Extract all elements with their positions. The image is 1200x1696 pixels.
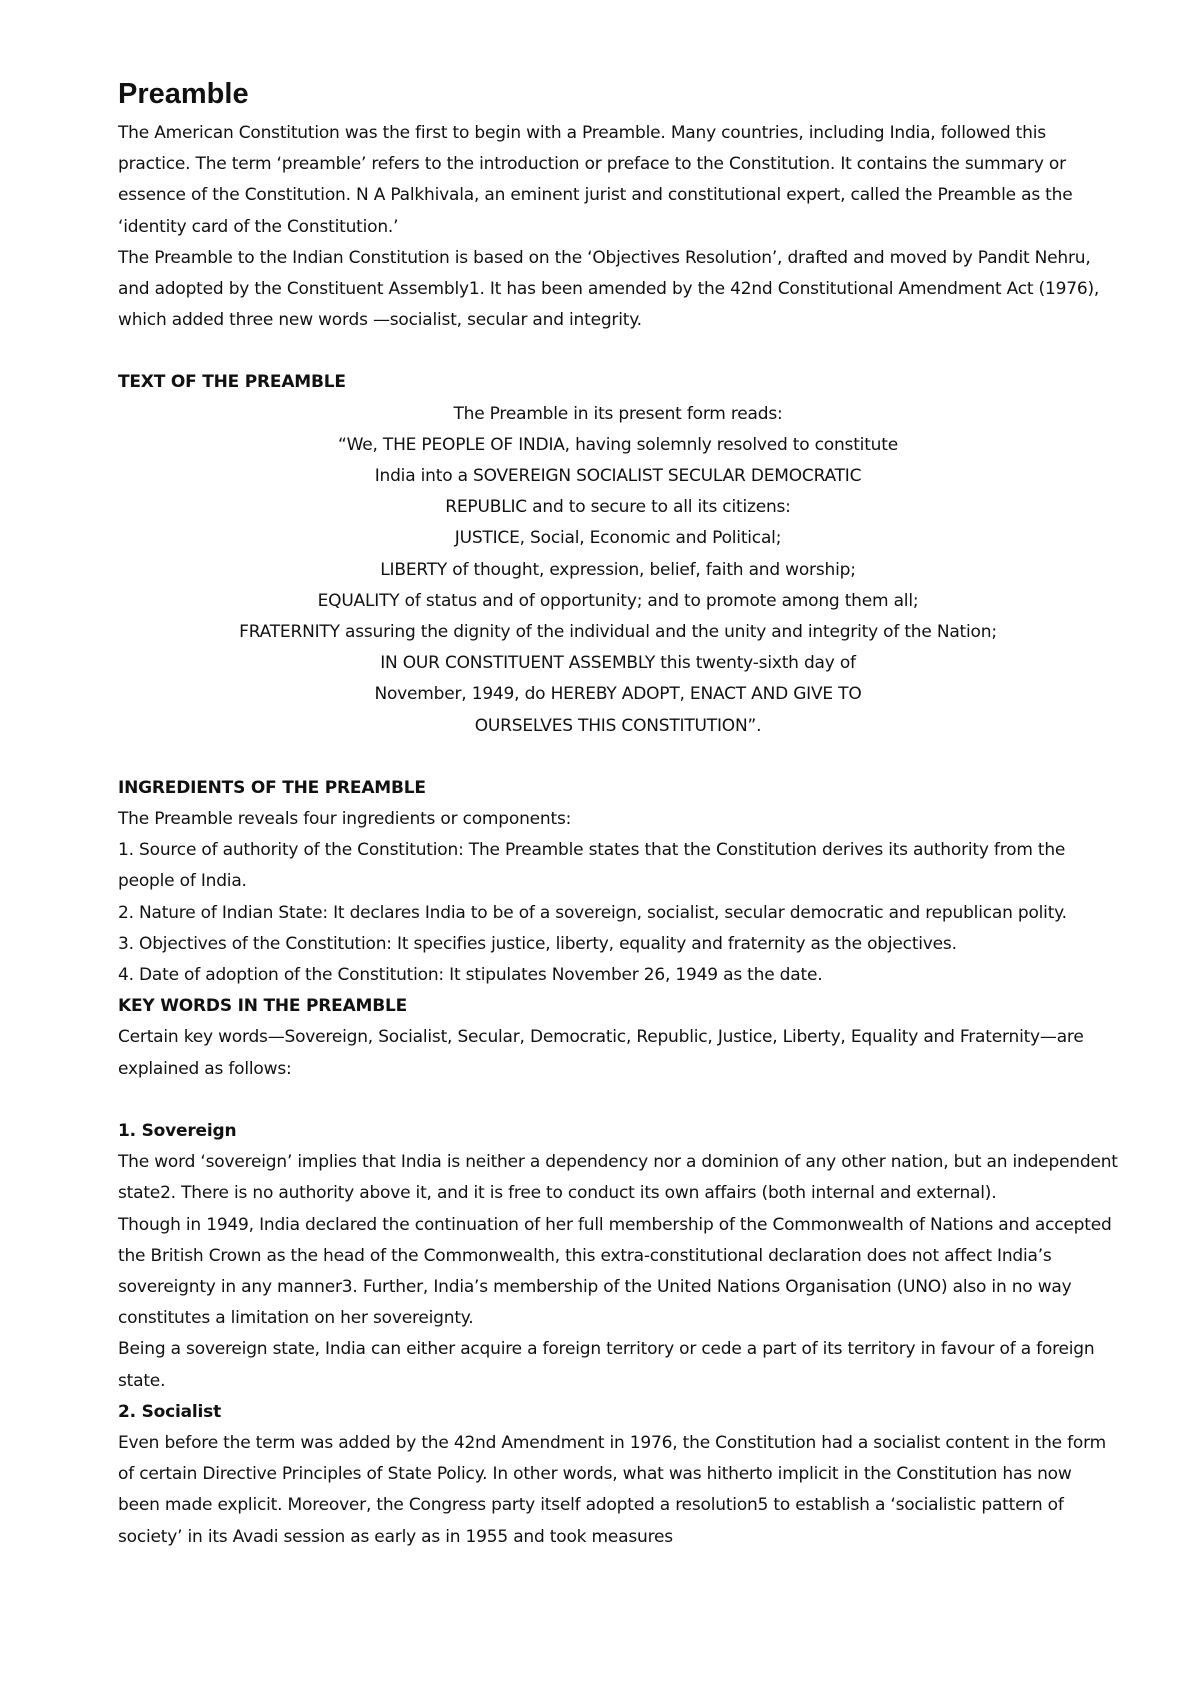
spacer	[118, 742, 1118, 773]
preamble-line: The Preamble in its present form reads:	[453, 403, 783, 424]
key-words-heading: KEY WORDS IN THE PREAMBLE	[118, 996, 408, 1017]
key-words-intro: Certain key words—Sovereign, Socialist, Secular, Democratic, Republic, Justice, Liberty, Equality and Fraternity—are explained as follows:	[118, 1027, 1084, 1079]
preamble-line: FRATERNITY assuring the dignity of the individual and the unity and integrity of the Nation;	[239, 622, 997, 643]
preamble-line: LIBERTY of thought, expression, belief, faith and worship;	[380, 559, 856, 580]
socialist-heading: 2. Socialist	[118, 1401, 222, 1422]
intro-paragraph-2: The Preamble to the Indian Constitution is based on the ‘Objectives Resolution’, drafted and moved by Pandit Nehru, and adopted by the Constituent Assembly1. It has been amended by the 42nd Constitutional Amendment Act (1976), which added three new words —socialist, secular and integrity.	[118, 247, 1100, 331]
preamble-line: JUSTICE, Social, Economic and Political;	[454, 528, 782, 549]
page-title: Preamble	[118, 78, 249, 110]
preamble-line: India into a SOVEREIGN SOCIALIST SECULAR DEMOCRATIC	[374, 466, 862, 487]
preamble-line: EQUALITY of status and of opportunity; and to promote among them all;	[317, 590, 919, 611]
sovereign-heading: 1. Sovereign	[118, 1120, 237, 1141]
preamble-line: “We, THE PEOPLE OF INDIA, having solemnly resolved to constitute	[338, 434, 898, 455]
intro-paragraph-1: The American Constitution was the first to begin with a Preamble. Many countries, including India, followed this practice. The term ‘preamble’ refers to the introduction or preface to the Constitution. It contains the summary or essence of the Constitution. N A Palkhivala, an eminent jurist and constitutional expert, called the Preamble as the ‘identity card of the Constitution.’	[118, 123, 1073, 237]
preamble-line: November, 1949, do HEREBY ADOPT, ENACT AND GIVE TO	[374, 684, 862, 705]
ingredient-item: 4. Date of adoption of the Constitution: It stipulates November 26, 1949 as the date.	[118, 965, 823, 986]
sovereign-paragraph-3: Being a sovereign state, India can either acquire a foreign territory or cede a part of its territory in favour of a foreign state.	[118, 1339, 1095, 1391]
preamble-line: REPUBLIC and to secure to all its citizens:	[445, 497, 791, 518]
spacer	[118, 1085, 1118, 1116]
document-page	[118, 70, 1118, 1553]
preamble-text-block	[118, 399, 1118, 742]
ingredients-intro: The Preamble reveals four ingredients or components:	[118, 809, 572, 830]
ingredient-item: 2. Nature of Indian State: It declares India to be of a sovereign, socialist, secular democratic and republican polity.	[118, 902, 1067, 923]
spacer	[118, 336, 1118, 367]
preamble-line: IN OUR CONSTITUENT ASSEMBLY this twenty-sixth day of	[380, 653, 856, 674]
ingredient-item: 1. Source of authority of the Constitution: The Preamble states that the Constitution derives its authority from the people of India.	[118, 840, 1066, 892]
sovereign-paragraph-2: Though in 1949, India declared the continuation of her full membership of the Commonwealth of Nations and accepted the British Crown as the head of the Commonwealth, this extra-constitutional declaration does not affect India’s sovereignty in any manner3. Further, India’s membership of the United Nations Organisation (UNO) also in no way constitutes a limitation on her sovereignty.	[118, 1214, 1112, 1329]
socialist-paragraph-1: Even before the term was added by the 42nd Amendment in 1976, the Constitution had a socialist content in the form of certain Directive Principles of State Policy. In other words, what was hitherto implicit in the Constitution has now been made explicit. Moreover, the Congress party itself adopted a resolution5 to establish a ‘socialistic pattern of society’ in its Avadi session as early as in 1955 and took measures	[118, 1432, 1106, 1547]
ingredient-item: 3. Objectives of the Constitution: It specifies justice, liberty, equality and fraternity as the objectives.	[118, 933, 957, 954]
preamble-line: OURSELVES THIS CONSTITUTION”.	[474, 715, 762, 736]
text-of-preamble-heading: TEXT OF THE PREAMBLE	[118, 372, 346, 393]
sovereign-paragraph-1: The word ‘sovereign’ implies that India is neither a dependency nor a dominion of any other nation, but an independent state2. There is no authority above it, and it is free to conduct its own affairs (both internal and external).	[118, 1152, 1118, 1204]
ingredients-heading: INGREDIENTS OF THE PREAMBLE	[118, 777, 426, 798]
